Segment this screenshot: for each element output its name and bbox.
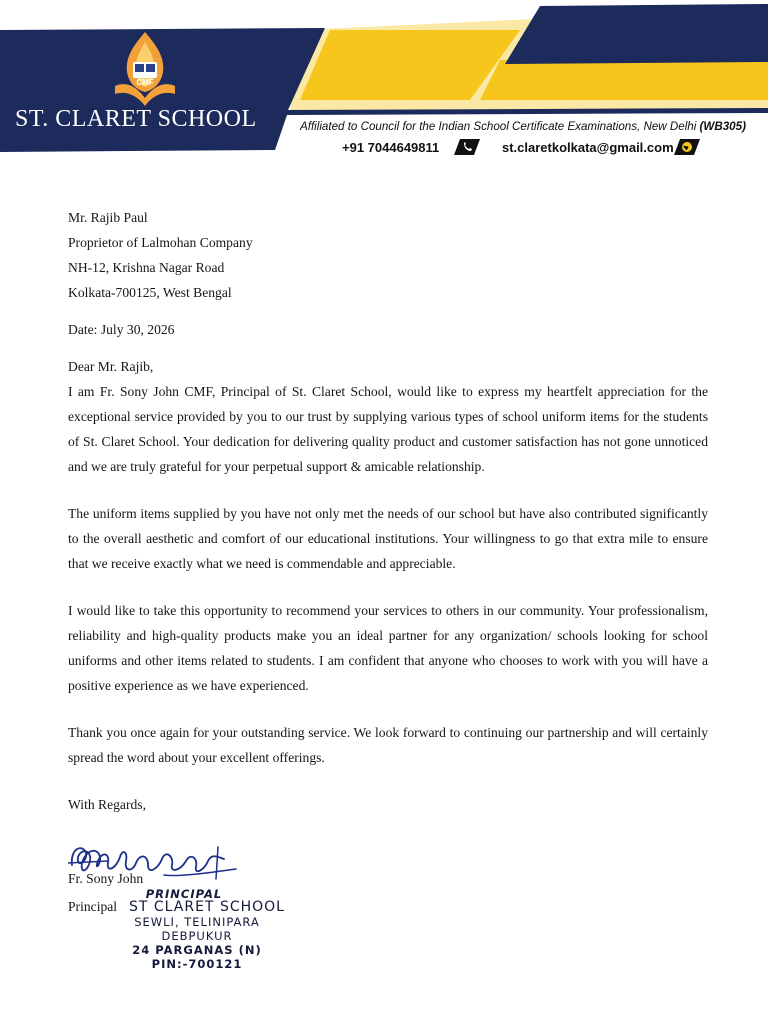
phone-number: +91 7044649811 [342, 140, 440, 155]
phone-icon [454, 138, 480, 156]
school-stamp [95, 887, 285, 971]
paragraph-3: I would like to take this opportunity to recommend your services to others in our community. Your professionalism, reliability and high-quality products make you an ideal partner for any organization/ schools looking for school uniforms and other items related to students. I am confident that anyone who chooses to work with you will have a positive experience as we have experienced. [68, 603, 708, 693]
signatory-title: Principal [68, 899, 118, 914]
stamp-role: PRINCIPAL [145, 887, 223, 901]
stamp-line1: SEWLI, TELINIPARA [134, 915, 260, 929]
salutation: Dear Mr. Rajib, [68, 359, 154, 374]
stamp-line4: PIN:-700121 [151, 957, 243, 971]
affiliation-text: Affiliated to Council for the Indian School Certificate Examinations, New Delhi [300, 120, 700, 133]
recipient-address-line1: NH-12, Krishna Nagar Road [68, 260, 225, 275]
letter-date: Date: July 30, 2026 [68, 322, 175, 337]
school-logo [105, 28, 185, 110]
paragraph-1: I am Fr. Sony John CMF, Principal of St. Claret School, would like to express my heartfelt appreciation for the exceptional service provided by you to our trust by supplying various types of school uniform items for the students of St. Claret School. Your dedication for delivering quality product and customer satisfaction has not gone unnoticed and we are truly grateful for your perpetual support & amicable relationship. [68, 384, 708, 474]
school-name: ST. CLARET SCHOOL [15, 106, 257, 132]
recipient-address [68, 205, 708, 305]
paragraph-4: Thank you once again for your outstanding service. We look forward to continuing our partnership and will certainly spread the word about your excellent offerings. [68, 725, 708, 765]
letterhead [0, 0, 768, 170]
affiliation-line [300, 120, 746, 133]
recipient-title: Proprietor of Lalmohan Company [68, 235, 253, 250]
stamp-line2: DEBPUKUR [161, 929, 233, 943]
recipient-name: Mr. Rajib Paul [68, 210, 148, 225]
email-address: st.claretkolkata@gmail.com [502, 140, 674, 155]
recipient-address-line2: Kolkata-700125, West Bengal [68, 285, 232, 300]
closing: With Regards, [68, 797, 146, 812]
stamp-school: ST CLARET SCHOOL [129, 899, 285, 915]
svg-text:CMF: CMF [136, 78, 154, 87]
globe-icon [674, 138, 700, 156]
affiliation-code: (WB305) [699, 120, 746, 133]
stamp-line3: 24 PARGANAS (N) [132, 943, 262, 957]
paragraph-2: The uniform items supplied by you have not only met the needs of our school but have also contributed significantly to the overall aesthetic and comfort of our educational institutions. Your willingness to go that extra mile to ensure that we receive exactly what we need is commendable and appreciable. [68, 506, 708, 571]
signatory-name: Fr. Sony John [68, 871, 144, 886]
letter-body [68, 205, 708, 817]
